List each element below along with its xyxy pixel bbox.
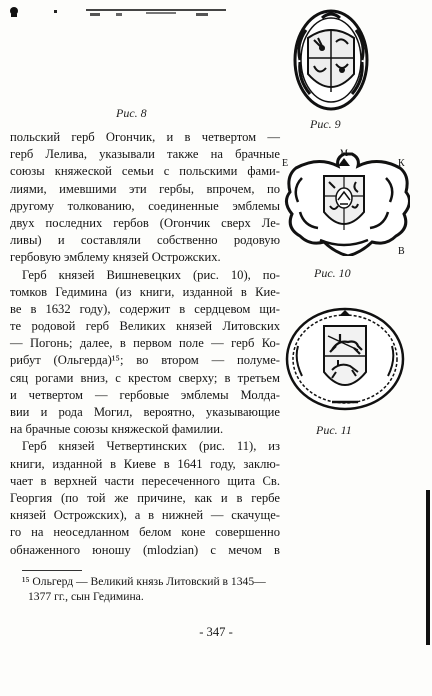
- text-line: обнаженного юношу (mlodzian) с мечом в: [10, 542, 280, 557]
- figure-8-caption: Рис. 8: [116, 106, 147, 120]
- text-line: книги, изданной в Киеве в 1641 году, заклю-: [10, 456, 280, 471]
- text-line: го на неоседланном белом коне совершенно: [10, 525, 280, 540]
- figure-11-caption: Рис. 11: [316, 423, 352, 437]
- figure-8-remnant: [6, 4, 236, 22]
- figure-9-caption: Рис. 9: [310, 117, 341, 131]
- footnote-divider: [22, 570, 82, 571]
- fig10-letter-b: В: [398, 246, 405, 256]
- page-number: - 347 -: [199, 625, 233, 639]
- figure-10-caption: Рис. 10: [314, 266, 351, 280]
- text-line: томков Гедимина (из книги, изданной в Кие-: [10, 284, 280, 299]
- text-line: Георгия (по той же причине, как и в гербе: [10, 490, 280, 505]
- figure-11-coat-of-arms: [284, 306, 406, 412]
- body-text: [10, 129, 280, 559]
- text-line: князей Острожских), а в нижней — скачуще-: [10, 508, 280, 523]
- text-line: польский герб Огончик, и в четвертом —: [10, 130, 280, 144]
- figure-10-coat-of-arms: [280, 148, 410, 256]
- text-line: ве в 1632 году), содержит в сердцевом щи-: [10, 301, 280, 316]
- text-line: союзы княжеской семьи с польскими фами-: [10, 164, 280, 179]
- footnote-line: ¹⁵ Ольгерд — Великий князь Литовский в 1345—: [22, 575, 266, 588]
- fig10-letter-k: К: [398, 158, 405, 169]
- text-line: вии и рода Могил, вероятно, указывающие: [10, 405, 280, 419]
- text-line: на брачные союзы княжеской фамилии.: [10, 422, 224, 437]
- fig10-letter-m: М: [340, 148, 349, 158]
- text-line: гербовую эмблему князей Острожских.: [10, 250, 221, 265]
- text-line: — Погонь; далее, в первом поле — герб Ко-: [10, 336, 280, 351]
- text-line: сяц рогами вниз, с крестом сверху; в третьем: [10, 370, 280, 385]
- footnote-line: 1377 гг., сын Гедимина.: [28, 590, 144, 603]
- figure-9-coat-of-arms: [292, 8, 370, 112]
- text-line: рибут (Ольгерда)¹⁵; во втором — полуме-: [10, 353, 280, 368]
- text-line: Герб князей Четвертинских (рис. 11), из: [22, 439, 280, 454]
- text-line: лиями, имевшими эти гербы, впрочем, по: [10, 181, 280, 196]
- page-edge-shadow: [426, 490, 430, 645]
- text-line: и четвертом — гербовые эмблемы Молда-: [10, 387, 280, 402]
- text-line: те родовой герб Великих князей Литовских: [10, 319, 280, 334]
- text-line: чает в верхней части пересеченного щита Св.: [10, 473, 280, 488]
- text-line: двух последних гербов (Огончик сверх Ле-: [10, 215, 280, 230]
- text-line: другому толкованию, соединенные эмблемы: [10, 198, 280, 213]
- text-line: герб Лелива, указывали также на брачные: [10, 147, 280, 162]
- text-line: Герб князей Вишневецких (рис. 10), по-: [22, 267, 280, 282]
- footnote: [22, 574, 282, 604]
- text-line: ливы) и составляли собственно родовую: [10, 233, 280, 248]
- fig10-letter-e: Е: [282, 158, 289, 169]
